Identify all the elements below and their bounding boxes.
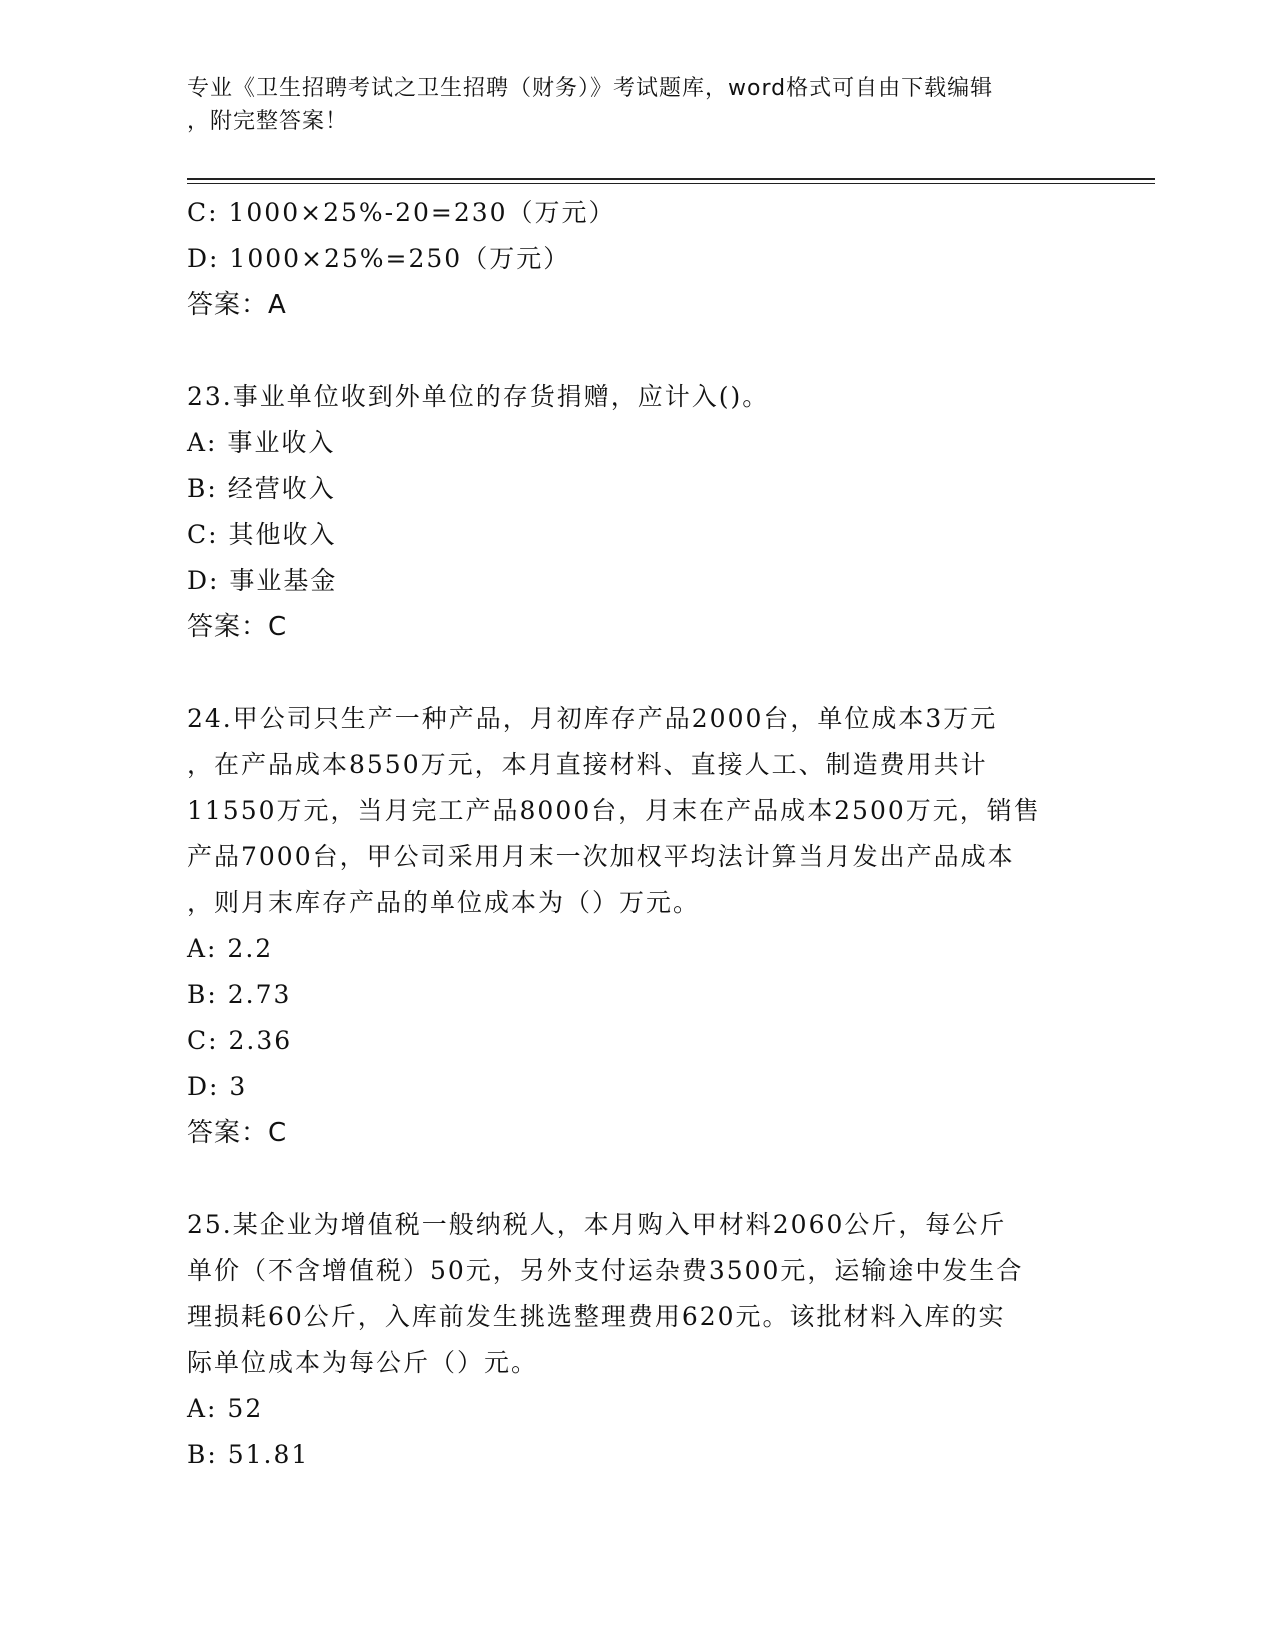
spacer (187, 328, 1087, 374)
option-b: B: 2.73 (187, 980, 292, 1009)
question-text-line: 11550万元，当月完工产品8000台，月末在产品成本2500万元，销售 (187, 796, 1041, 825)
option-b: B: 51.81 (187, 1440, 310, 1469)
option-c: C: 1000×25%-20=230（万元） (187, 198, 616, 227)
option-c: C: 2.36 (187, 1026, 293, 1055)
header-title-line-2: ，附完整答案！ (187, 109, 349, 134)
question-text-line: ，在产品成本8550万元，本月直接材料、直接人工、制造费用共计 (187, 750, 988, 779)
answer-label: 答案：C (187, 1118, 288, 1148)
question-23 (187, 374, 1087, 650)
question-25 (187, 1202, 1087, 1478)
question-text-line: 际单位成本为每公斤（）元。 (187, 1348, 539, 1377)
spacer (187, 650, 1087, 696)
option-b: B: 经营收入 (187, 474, 336, 503)
header-title-line-1: 专业《卫生招聘考试之卫生招聘（财务）》考试题库，word格式可自由下载编辑 (187, 76, 994, 101)
question-text-line: ，则月末库存产品的单位成本为（）万元。 (187, 888, 701, 917)
question-text-line: 25.某企业为增值税一般纳税人，本月购入甲材料2060公斤，每公斤 (187, 1210, 1007, 1239)
question-22-tail (187, 190, 1087, 328)
question-24 (187, 696, 1087, 1156)
option-d: D: 事业基金 (187, 566, 338, 595)
option-a: A: 2.2 (187, 934, 274, 963)
question-text-line: 产品7000台，甲公司采用月末一次加权平均法计算当月发出产品成本 (187, 842, 1015, 871)
question-text-line: 24.甲公司只生产一种产品，月初库存产品2000台，单位成本3万元 (187, 704, 998, 733)
option-d: D: 1000×25%=250（万元） (187, 244, 571, 273)
header-divider-thin (187, 183, 1155, 184)
question-text-line: 理损耗60公斤，入库前发生挑选整理费用620元。该批材料入库的实 (187, 1302, 1006, 1331)
document-content (187, 190, 1087, 1478)
page-header (187, 72, 1087, 138)
answer-label: 答案：A (187, 290, 287, 320)
option-a: A: 52 (187, 1394, 264, 1423)
answer-label: 答案：C (187, 612, 288, 642)
option-d: D: 3 (187, 1072, 248, 1101)
question-text-line: 单价（不含增值税）50元，另外支付运杂费3500元，运输途中发生合 (187, 1256, 1024, 1285)
question-text: 23.事业单位收到外单位的存货捐赠，应计入()。 (187, 382, 770, 411)
spacer (187, 1156, 1087, 1202)
option-c: C: 其他收入 (187, 520, 337, 549)
option-a: A: 事业收入 (187, 428, 336, 457)
header-divider-thick (187, 178, 1155, 180)
